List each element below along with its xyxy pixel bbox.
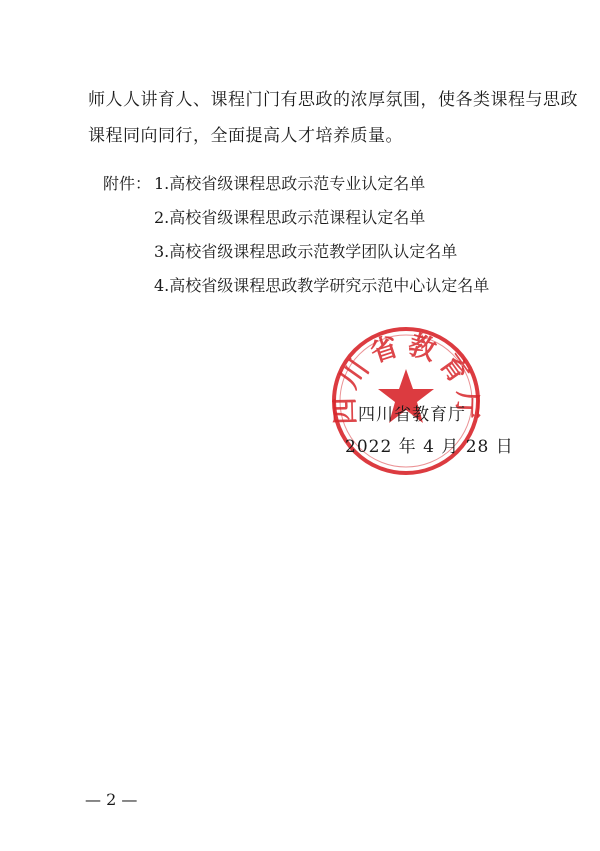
- attachment-item-3: 3.高校省级课程思政示范教学团队认定名单: [154, 242, 458, 261]
- attachment-item-4: 4.高校省级课程思政教学研究示范中心认定名单: [154, 276, 490, 295]
- body-line-2: 课程同向同行，全面提高人才培养质量。: [88, 126, 403, 146]
- issuer-name: 四川省教育厅: [358, 405, 466, 425]
- page-number: — 2 —: [85, 790, 138, 809]
- attachments-list: [154, 168, 489, 304]
- attachments-label: 附件：: [103, 174, 152, 193]
- attachment-item-2: 2.高校省级课程思政示范课程认定名单: [154, 208, 426, 227]
- issue-date: 2022 年 4 月 28 日: [345, 437, 514, 457]
- svg-text:四川省教育厅: 四川省教育厅: [330, 329, 482, 425]
- attachment-item-1: 1.高校省级课程思政示范专业认定名单: [154, 174, 426, 193]
- body-paragraph: [88, 82, 578, 154]
- body-line-1: 师人人讲育人、课程门门有思政的浓厚氛围，使各类课程与思政: [88, 90, 578, 110]
